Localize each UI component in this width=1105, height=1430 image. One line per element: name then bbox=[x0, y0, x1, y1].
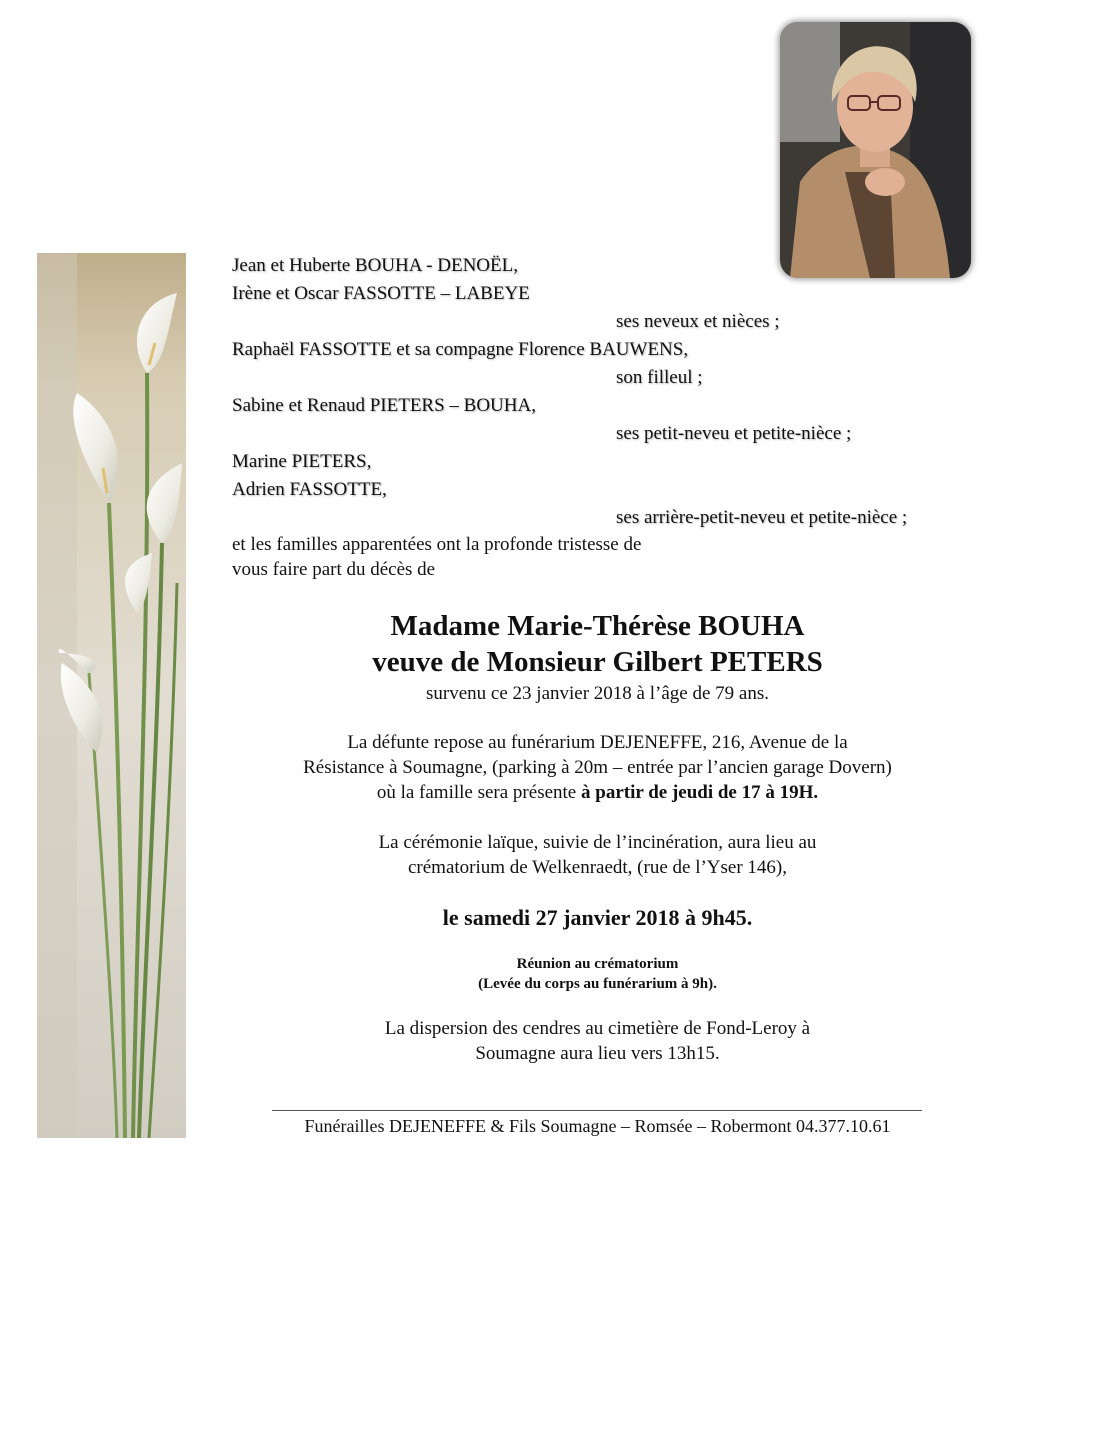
meeting-line-1: Réunion au crématorium bbox=[516, 956, 679, 972]
ashes-line-1: La dispersion des cendres au cimetière de Fond-Leroy à bbox=[384, 1018, 811, 1039]
family-line-5: Marine PIETERS, bbox=[232, 451, 372, 472]
family-line-4: Sabine et Renaud PIETERS – BOUHA, bbox=[232, 395, 536, 416]
calla-lily-image bbox=[37, 253, 186, 1138]
relation-line-3: ses petit-neveu et petite-nièce ; bbox=[616, 423, 852, 444]
family-line-6: Adrien FASSOTTE, bbox=[232, 479, 387, 500]
viewing-line-3-bold: à partir de jeudi de 17 à 19H. bbox=[581, 782, 819, 803]
ceremony-line-1: La cérémonie laïque, suivie de l’incinération, aura lieu au bbox=[378, 832, 817, 853]
meeting-line-2: (Levée du corps au funérarium à 9h). bbox=[478, 976, 717, 992]
portrait-photo bbox=[780, 22, 971, 278]
viewing-line-2: Résistance à Soumagne, (parking à 20m – entrée par l’ancien garage Dovern) bbox=[303, 757, 892, 778]
footer-divider bbox=[272, 1110, 922, 1111]
announcement-line-1: et les familles apparentées ont la profonde tristesse de bbox=[232, 534, 642, 555]
deceased-date: survenu ce 23 janvier 2018 à l’âge de 79 ans. bbox=[426, 683, 769, 704]
family-line-2: Irène et Oscar FASSOTTE – LABEYE bbox=[232, 283, 530, 304]
viewing-line-1: La défunte repose au funérarium DEJENEFFE, 216, Avenue de la bbox=[347, 732, 848, 753]
ceremony-date: le samedi 27 janvier 2018 à 9h45. bbox=[442, 905, 753, 930]
ceremony-line-2: crématorium de Welkenraedt, (rue de l’Yser 146), bbox=[407, 857, 788, 878]
relation-line-4: ses arrière-petit-neveu et petite-nièce ; bbox=[616, 507, 908, 528]
family-line-1: Jean et Huberte BOUHA - DENOËL, bbox=[232, 255, 518, 276]
family-line-3: Raphaël FASSOTTE et sa compagne Florence BAUWENS, bbox=[232, 339, 689, 360]
footer-funeral-home: Funérailles DEJENEFFE & Fils Soumagne – Romsée – Robermont 04.377.10.61 bbox=[304, 1116, 891, 1136]
deceased-spouse: veuve de Monsieur Gilbert PETERS bbox=[372, 646, 823, 678]
viewing-line-3-regular: où la famille sera présente bbox=[376, 782, 581, 803]
announcement-line-2: vous faire part du décès de bbox=[232, 559, 436, 580]
viewing-line-3 bbox=[180, 783, 1015, 802]
ashes-line-2: Soumagne aura lieu vers 13h15. bbox=[475, 1043, 720, 1064]
relation-line-2: son filleul ; bbox=[616, 367, 703, 388]
deceased-name: Madame Marie-Thérèse BOUHA bbox=[390, 610, 805, 642]
relation-line-1: ses neveux et nièces ; bbox=[616, 311, 780, 332]
